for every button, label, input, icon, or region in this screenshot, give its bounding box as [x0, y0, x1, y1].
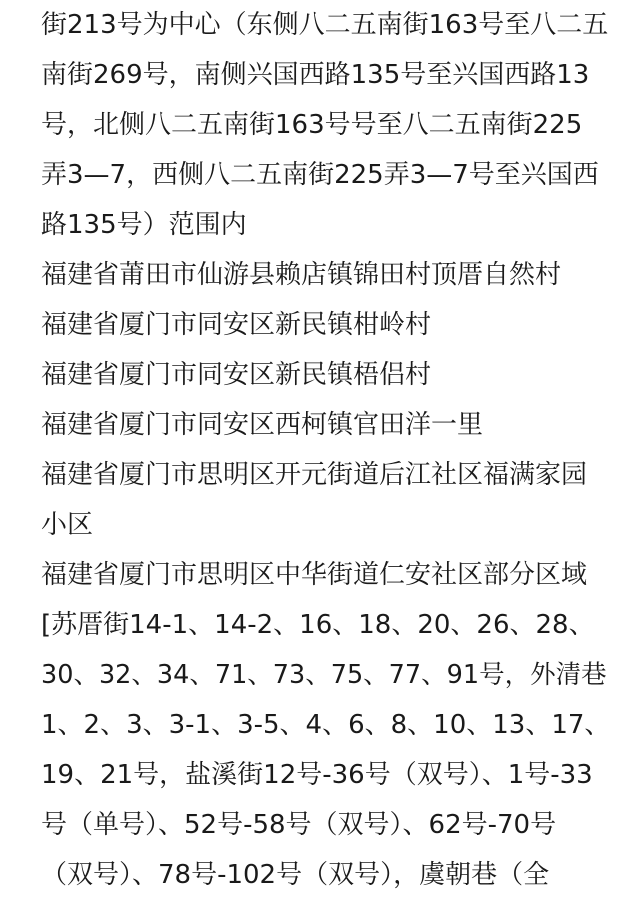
text-line: 19、21号，盐溪街12号-36号（双号）、1号-33 [41, 760, 593, 790]
text-line: 街213号为中心（东侧八二五南街163号至八二五 [41, 10, 609, 40]
text-line: [苏厝街14-1、14-2、16、18、20、26、28、 [41, 610, 595, 640]
text-line: 福建省厦门市同安区西柯镇官田洋一里 [41, 410, 484, 440]
text-line: 福建省厦门市同安区新民镇柑岭村 [41, 310, 432, 340]
text-line: 福建省厦门市思明区开元街道后江社区福满家园 [41, 460, 588, 490]
text-line: （双号）、78号-102号（双号），虞朝巷（全 [41, 860, 550, 890]
text-line: 30、32、34、71、73、75、77、91号，外清巷 [41, 660, 607, 690]
text-line: 号（单号）、52号-58号（双号）、62号-70号 [41, 810, 557, 840]
text-line: 小区 [41, 510, 94, 540]
article-body [41, 0, 611, 900]
text-line: 1、2、3、3-1、3-5、4、6、8、10、13、17、 [41, 710, 611, 740]
text-line: 路135号）范围内 [41, 210, 247, 240]
text-line: 福建省厦门市同安区新民镇梧侣村 [41, 360, 432, 390]
text-line: 南街269号，南侧兴国西路135号至兴国西路13 [41, 60, 590, 90]
text-line: 福建省莆田市仙游县赖店镇锦田村顶厝自然村 [41, 260, 562, 290]
text-line: 号，北侧八二五南街163号号至八二五南街225 [41, 110, 583, 140]
text-line: 福建省厦门市思明区中华街道仁安社区部分区域 [41, 560, 588, 590]
text-line: 弄3—7，西侧八二五南街225弄3—7号至兴国西 [41, 160, 599, 190]
